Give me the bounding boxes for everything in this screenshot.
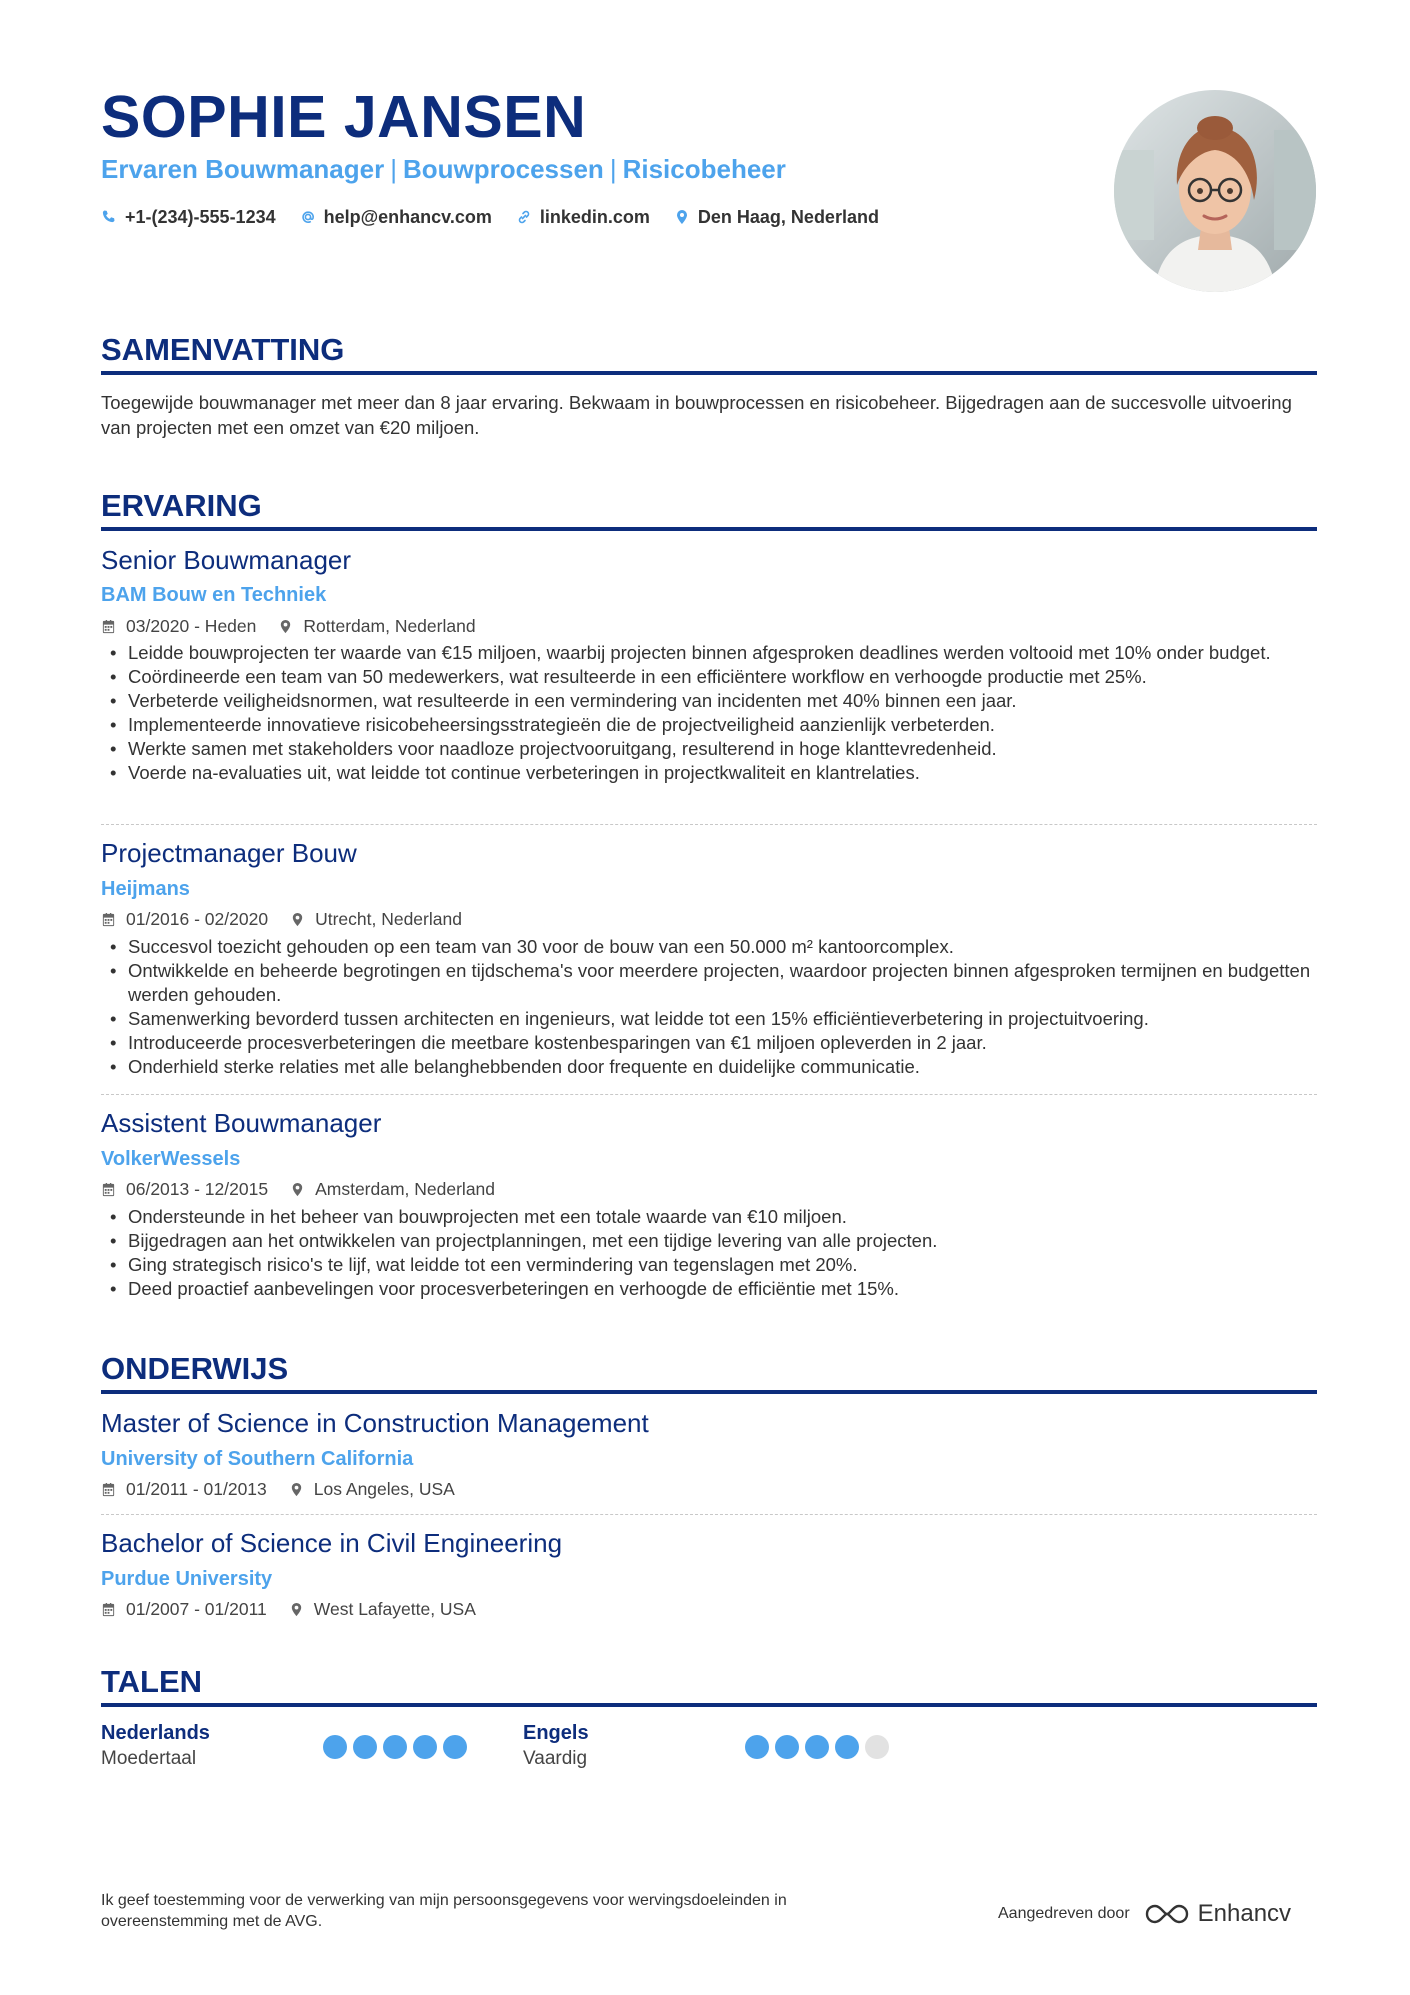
education-location [289,1597,476,1621]
job-title: Projectmanager Bouw [101,838,357,868]
job-meta [101,614,476,638]
rating-dot [413,1735,437,1759]
location-pin-icon [290,912,305,927]
list-item: • Samenwerking bevorderd tussen architecten en ingenieurs, wat leidde tot een 15% efficiëntieverbetering in projectuitvoering. [101,1007,1317,1031]
calendar-icon [101,912,116,927]
language-rating [323,1735,467,1759]
education-meta [101,1597,476,1621]
at-icon [300,209,316,225]
list-item: • Bijgedragen aan het ontwikkelen van projectplanningen, met een tijdige levering van alle projecten. [101,1229,1317,1253]
job-location [278,614,475,638]
job-title: Senior Bouwmanager [101,545,352,575]
language-name: Engels [523,1722,589,1744]
school-name: University of Southern California [101,1448,414,1470]
degree-title: Master of Science in Construction Management [101,1408,649,1438]
calendar-icon [101,1182,116,1197]
email-text: help@enhancv.com [323,207,492,227]
location-pin-icon [290,1182,305,1197]
job-bullets [101,641,1317,785]
rating-dot [353,1735,377,1759]
calendar-icon [101,619,116,634]
job-location [290,1177,495,1201]
company-name: Heijmans [101,878,190,900]
contact-phone[interactable] [101,205,276,229]
tagline-item: Ervaren Bouwmanager [101,154,385,184]
section-rule [101,371,1317,375]
contact-linkedin[interactable] [516,205,650,229]
language-level: Vaardig [523,1748,588,1769]
location-text: Utrecht, Nederland [315,909,462,929]
list-item: • Succesvol toezicht gehouden op een team van 30 voor de bouw van een 50.000 m² kantoorcomplex. [101,935,1317,959]
list-item: • Ondersteunde in het beheer van bouwprojecten met een totale waarde van €10 miljoen. [101,1205,1317,1229]
degree-title: Bachelor of Science in Civil Engineering [101,1528,563,1558]
job-meta [101,1177,495,1201]
job-title: Assistent Bouwmanager [101,1108,382,1138]
rating-dot [775,1735,799,1759]
consent-note: Ik geef toestemming voor de verwerking van mijn persoonsgegevens voor wervingsdoeleinden in overeenstemming met de AVG. [101,1892,787,1930]
powered-by[interactable] [998,1900,1291,1928]
list-item: • Leidde bouwprojecten ter waarde van €15 miljoen, waarbij projecten binnen afgesproken deadlines werden voltooid met 10% onder budget. [101,641,1317,665]
section-rule [101,1390,1317,1394]
dates-text: 01/2016 - 02/2020 [126,909,269,929]
brand-logo [1144,1900,1291,1928]
dates-text: 01/2007 - 01/2011 [126,1599,267,1619]
enhancv-logo-icon [1144,1902,1190,1926]
powered-by-label: Aangedreven door [998,1905,1130,1922]
phone-text: +1-(234)-555-1234 [125,207,276,227]
company-name: BAM Bouw en Techniek [101,584,327,606]
list-item: • Coördineerde een team van 50 medewerkers, wat resulteerde in een efficiëntere workflow en verhoogde productie met 25%. [101,665,1317,689]
list-item: • Voerde na-evaluaties uit, wat leidde tot continue verbeteringen in projectkwaliteit en klantrelaties. [101,761,1317,785]
section-title-summary: SAMENVATTING [101,332,345,367]
list-item: • Werkte samen met stakeholders voor naadloze projectvooruitgang, resulterend in hoge klanttevredenheid. [101,737,1317,761]
list-item: • Introduceerde procesverbeteringen die meetbare kostenbesparingen van €1 miljoen opleverden in 2 jaar. [101,1031,1317,1055]
rating-dot [805,1735,829,1759]
list-item: • Onderhield sterke relaties met alle belanghebbenden door frequente en duidelijke communicatie. [101,1055,1317,1079]
tagline [101,152,786,186]
dates-text: 03/2020 - Heden [126,616,257,636]
link-icon [516,209,532,225]
rating-dot [835,1735,859,1759]
section-title-education: ONDERWIJS [101,1351,289,1386]
language-level: Moedertaal [101,1748,197,1769]
location-pin-icon [674,209,690,225]
job-dates [101,907,268,931]
list-item: • Ontwikkelde en beheerde begrotingen en tijdschema's voor meerdere projecten, waardoor projecten binnen afgesproken termijnen en budgetten werden gehouden. [101,959,1317,1007]
dates-text: 01/2011 - 01/2013 [126,1479,267,1499]
section-rule [101,527,1317,531]
section-title-languages: TALEN [101,1664,203,1699]
tagline-item: Bouwprocessen [402,154,604,184]
linkedin-text: linkedin.com [539,207,650,227]
profile-photo [1114,90,1316,292]
language-name: Nederlands [101,1722,210,1744]
tagline-item: Risicobeheer [622,154,786,184]
location-pin-icon [278,619,293,634]
job-dates [101,1177,268,1201]
rating-dot [865,1735,889,1759]
tagline-separator: | [390,154,397,184]
education-location [289,1477,455,1501]
education-dates [101,1477,267,1501]
summary-text: Toegewijde bouwmanager met meer dan 8 jaar ervaring. Bekwaam in bouwprocessen en risicobeheer. Bijgedragen aan de succesvolle uitvoering van projecten met een omzet van €20 miljoen. [101,392,1292,438]
location-text: Los Angeles, USA [313,1479,455,1499]
location-pin-icon [289,1482,304,1497]
location-pin-icon [289,1602,304,1617]
rating-dot [745,1735,769,1759]
list-item: • Ging strategisch risico's te lijf, wat leidde tot een vermindering van tegenslagen met 20%. [101,1253,1317,1277]
calendar-icon [101,1482,116,1497]
job-meta [101,907,462,931]
entry-divider [101,1514,1317,1515]
job-dates [101,614,256,638]
job-location [290,907,462,931]
list-item: • Verbeterde veiligheidsnormen, wat resulteerde in een vermindering van incidenten met 40% binnen een jaar. [101,689,1317,713]
school-name: Purdue University [101,1568,273,1590]
contact-location [674,205,879,229]
education-meta [101,1477,455,1501]
tagline-separator: | [609,154,617,184]
dates-text: 06/2013 - 12/2015 [126,1179,269,1199]
brand-name: Enhancv [1197,1900,1292,1927]
location-text: West Lafayette, USA [313,1599,476,1619]
entry-divider [101,1094,1317,1095]
calendar-icon [101,1602,116,1617]
candidate-name: SOPHIE JANSEN [101,84,587,150]
contact-email[interactable] [300,205,492,229]
education-dates [101,1597,267,1621]
language-rating [745,1735,889,1759]
location-text: Amsterdam, Nederland [315,1179,496,1199]
section-rule [101,1703,1317,1707]
company-name: VolkerWessels [101,1148,241,1170]
rating-dot [443,1735,467,1759]
job-bullets [101,935,1317,1079]
rating-dot [323,1735,347,1759]
section-title-experience: ERVARING [101,488,262,523]
location-text: Rotterdam, Nederland [303,616,476,636]
phone-icon [101,209,117,225]
rating-dot [383,1735,407,1759]
contact-row [101,205,879,229]
list-item: • Implementeerde innovatieve risicobeheersingsstrategieën die de projectveiligheid aanzienlijk verbeterden. [101,713,1317,737]
list-item: • Deed proactief aanbevelingen voor procesverbeteringen en verhoogde de efficiëntie met 15%. [101,1277,1317,1301]
entry-divider [101,824,1317,825]
location-text: Den Haag, Nederland [697,207,879,227]
job-bullets [101,1205,1317,1301]
